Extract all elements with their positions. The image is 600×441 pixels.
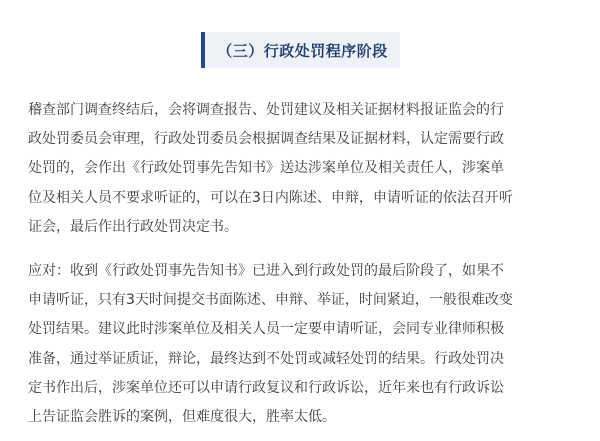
paragraph-response [28, 257, 576, 432]
paragraph-line: 处罚结果。建议此时涉案单位及相关人员一定要申请听证，会同专业律师积极 [28, 321, 504, 338]
section-title: （三）行政处罚程序阶段 [217, 41, 388, 60]
paragraph-line: 定书作出后，涉案单位还可以申请行政复议和行政诉讼，近年来也有行政诉讼 [28, 379, 504, 396]
paragraph-line: 应对：收到《行政处罚事先告知书》已进入到行政处罚的最后阶段了，如果不 [28, 263, 504, 279]
paragraph-line: 申请听证，只有3天时间提交书面陈述、申辩、举证，时间紧迫，一般很难改变 [28, 292, 513, 309]
section-header [201, 32, 400, 68]
paragraph-line: 准备，通过举证质证，辩论，最终达到不处罚或减轻处罚的结果。行政处罚决 [28, 350, 504, 367]
paragraph-line: 处罚的，会作出《行政处罚事先告知书》送达涉案单位及相关责任人，涉案单 [28, 160, 504, 177]
paragraph-line: 上告证监会胜诉的案例，但难度很大，胜率太低。 [28, 409, 336, 426]
paragraph-line: 稽查部门调查终结后，会将调查报告、处罚建议及相关证据材料报证监会的行 [28, 102, 504, 118]
paragraph-line: 证会，最后作出行政处罚决定书。 [28, 218, 238, 235]
paragraph-line: 位及相关人员不要求听证的，可以在3日内陈述、申辩，申请听证的依法召开听 [28, 189, 513, 206]
paragraph-procedure [28, 96, 576, 242]
paragraph-line: 政处罚委员会审理，行政处罚委员会根据调查结果及证据材料，认定需要行政 [28, 131, 504, 148]
